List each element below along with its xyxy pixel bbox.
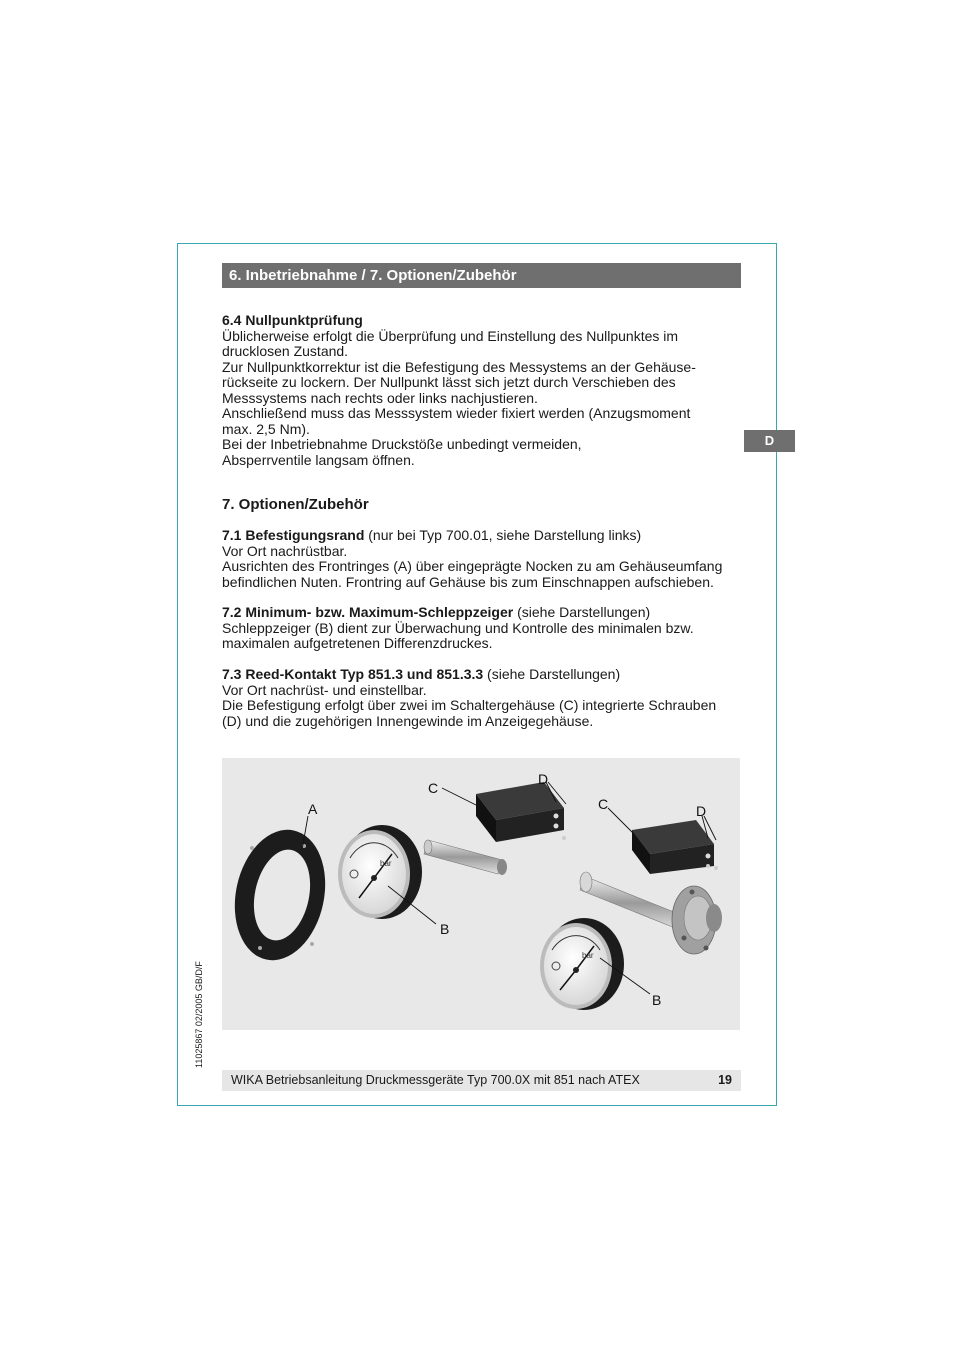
section-7-2-note: (siehe Darstellungen) — [513, 604, 651, 620]
s64-line: drucklosen Zustand. — [222, 343, 349, 359]
s64-line: Messsystems nach rechts oder links nachjustieren. — [222, 389, 538, 406]
section-7-3-title: 7.3 Reed-Kontakt Typ 851.3 und 851.3.3 — [222, 666, 484, 682]
section-7-heading: 7. Optionen/Zubehör — [222, 496, 369, 513]
accessories-figure — [222, 758, 740, 1030]
section-7-3-title-line — [222, 667, 742, 683]
s73-line: Die Befestigung erfolgt über zwei im Schaltergehäuse (C) integrierte Schrauben — [222, 697, 717, 713]
gauge-1 — [338, 825, 422, 919]
label-d-1: D — [538, 771, 549, 787]
gauge-1-unit: bar — [380, 859, 392, 868]
s64-line: Absperrventile langsam öffnen. — [222, 451, 415, 468]
section-7-2-title-line — [222, 605, 742, 621]
section-7-1-note: (nur bei Typ 700.01, siehe Darstellung links) — [364, 527, 642, 543]
s71-line: Vor Ort nachrüstbar. — [222, 542, 348, 559]
s72-line: maximalen aufgetretenen Differenzdruckes. — [222, 635, 493, 651]
label-b-1: B — [440, 921, 450, 937]
section-7-3 — [222, 667, 742, 729]
section-6-4 — [222, 313, 742, 468]
s72-line: Schleppzeiger (B) dient zur Überwachung und Kontrolle des minimalen bzw. — [222, 619, 694, 636]
section-7-2 — [222, 605, 742, 652]
s64-line: Bei der Inbetriebnahme Druckstöße unbedingt vermeiden, — [222, 436, 582, 452]
s73-line: Vor Ort nachrüst- und einstellbar. — [222, 681, 427, 698]
switch-box-1 — [476, 782, 566, 842]
pipe-fitting — [424, 840, 507, 875]
section-7-1 — [222, 528, 742, 590]
footer — [222, 1070, 741, 1091]
s64-line: rückseite zu lockern. Der Nullpunkt lässt sich jetzt durch Verschieben des — [222, 374, 676, 390]
s64-line: max. 2,5 Nm). — [222, 420, 310, 437]
section-7-1-title: 7.1 Befestigungsrand — [222, 527, 365, 543]
footer-text: WIKA Betriebsanleitung Druckmessgeräte Typ 700.0X mit 851 nach ATEX — [231, 1073, 640, 1087]
page-number: 19 — [718, 1073, 732, 1087]
s64-line: Anschließend muss das Messsystem wieder fixiert werden (Anzugsmoment — [222, 405, 691, 421]
label-d-2: D — [696, 803, 707, 819]
label-c-1: C — [428, 780, 439, 796]
section-7-3-note: (siehe Darstellungen) — [483, 666, 621, 682]
section-7-1-title-line — [222, 528, 742, 544]
s71-line: befindlichen Nuten. Frontring auf Gehäuse bis zum Einschnappen aufschieben. — [222, 573, 714, 590]
front-ring — [223, 821, 337, 968]
label-b-2: B — [652, 992, 662, 1008]
label-c-2: C — [598, 796, 609, 812]
section-6-4-heading: 6.4 Nullpunktprüfung — [222, 312, 363, 328]
gauge-2-unit: bar — [582, 951, 594, 960]
section-header: 6. Inbetriebnahme / 7. Optionen/Zubehör — [222, 263, 741, 288]
accessories-illustration — [222, 758, 740, 1030]
language-tab: D — [744, 430, 795, 452]
s64-line: Zur Nullpunktkorrektur ist die Befestigung des Messystems an der Gehäuse- — [222, 358, 696, 375]
s64-line: Üblicherweise erfolgt die Überprüfung und Einstellung des Nullpunktes im — [222, 327, 679, 344]
document-code: 11025867 02/2005 GB/D/F — [194, 961, 204, 1068]
gauge-2 — [540, 918, 624, 1010]
label-a: A — [308, 801, 318, 817]
section-7-2-title: 7.2 Minimum- bzw. Maximum-Schleppzeiger — [222, 604, 514, 620]
s73-line: (D) und die zugehörigen Innengewinde im Anzeigegehäuse. — [222, 712, 594, 729]
s71-line: Ausrichten des Frontringes (A) über eingeprägte Nocken zu am Gehäuseumfang — [222, 558, 723, 574]
